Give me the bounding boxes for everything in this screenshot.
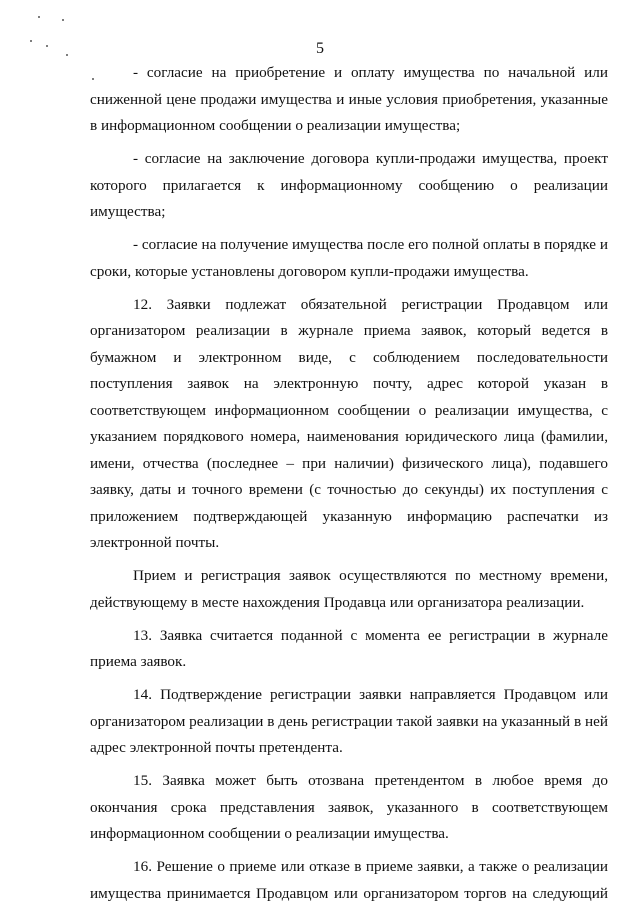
paragraph-15-withdrawal: 15. Заявка может быть отозвана претендентом в любое время до окончания срока представления заявок, указанного в соответствующем информационном сообщении о реализации имущества. <box>90 772 608 842</box>
paragraph-consent-purchase: - согласие на приобретение и оплату имущества по начальной или сниженной цене продажи имущества и иные условия приобретения, указанные в информационном сообщении о реализации имущества; <box>90 64 608 134</box>
paragraph-13-submission: 13. Заявка считается поданной с момента ее регистрации в журнале приема заявок. <box>90 626 608 670</box>
paragraph-consent-receipt: - согласие на получение имущества после его полной оплаты в порядке и сроки, которые установлены договором купли-продажи имущества. <box>90 236 608 280</box>
document-body <box>90 60 608 914</box>
page-number: 5 <box>316 40 324 57</box>
paragraph-14-confirmation: 14. Подтверждение регистрации заявки направляется Продавцом или организатором реализации в день регистрации такой заявки на указанный в ней адрес электронной почты претендента. <box>90 686 608 756</box>
paragraph-12-registration: 12. Заявки подлежат обязательной регистрации Продавцом или организатором реализации в журнале приема заявок, который ведется в бумажном и электронном виде, с соблюдением последовательности поступления заявок на электронную почту, адрес которой указан в соответствующем информационном сообщении о реализации имущества, с указанием порядкового номера, наименования юридического лица (фамилии, имени, отчества (последнее – при наличии) физического лица), подавшего заявку, даты и точного времени (с точностью до секунды) их поступления с приложением подтверждающей указанную информацию распечатки из электронной почты. <box>90 295 608 551</box>
paragraph-local-time: Прием и регистрация заявок осуществляются по местному времени, действующему в месте нахождения Продавца или организатора реализации. <box>90 567 608 611</box>
paragraph-16-decision: 16. Решение о приеме или отказе в приеме заявки, а также о реализации имущества принимается Продавцом или организатором торгов на следующий <box>90 858 608 902</box>
paragraph-consent-contract: - согласие на заключение договора купли-продажи имущества, проект которого прилагается к информационному сообщению о реализации имущества; <box>90 150 608 220</box>
